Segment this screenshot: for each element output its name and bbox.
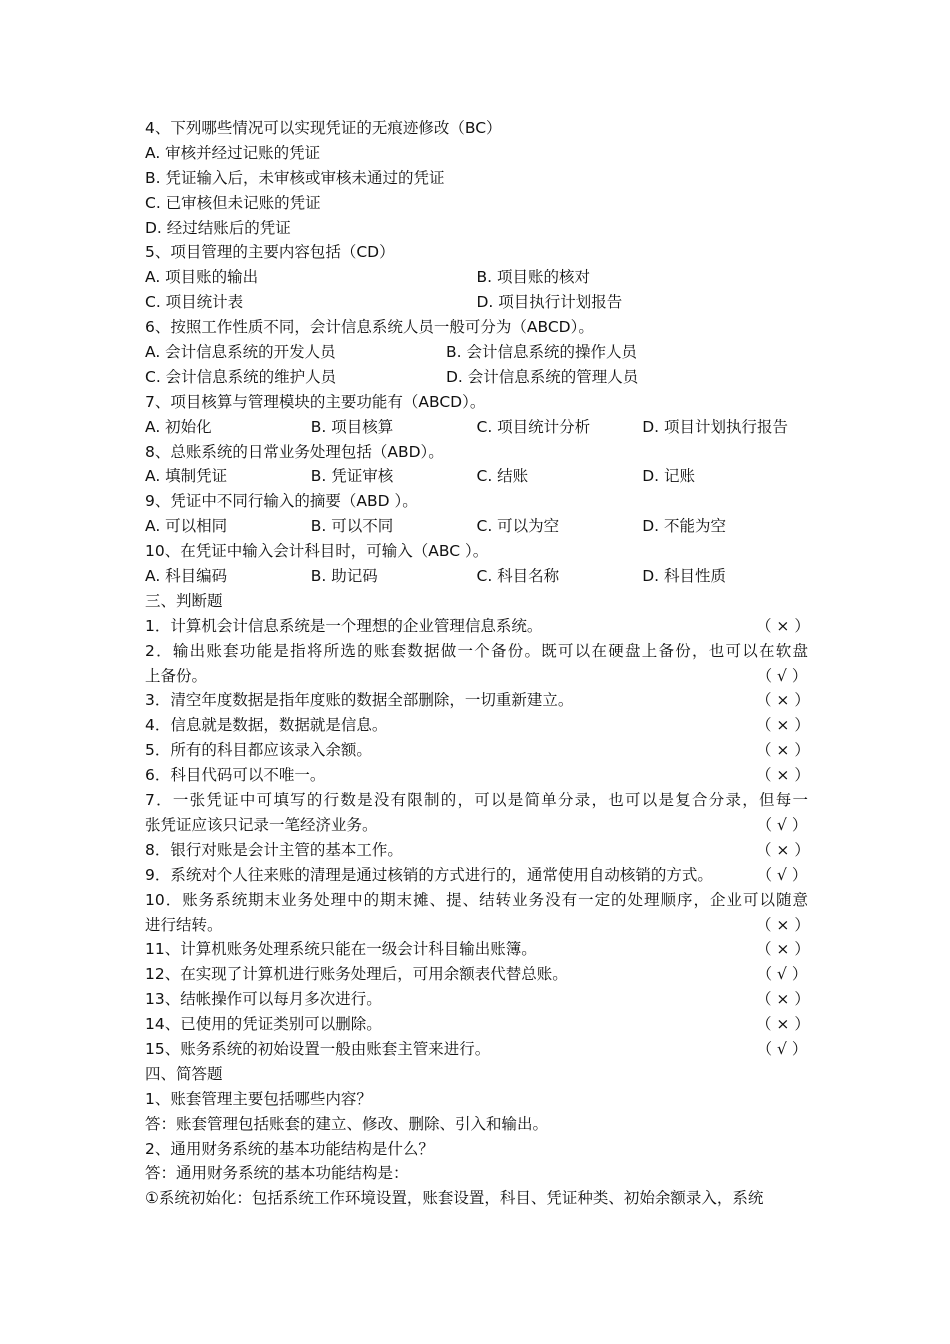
judgment-text: 7．一张凭证中可填写的行数是没有限制的，可以是简单分录，也可以是复合分录，但每一 [145, 791, 808, 810]
answer-mark: （ × ） [756, 766, 810, 785]
option-row [145, 290, 808, 315]
short-answer-line: 2、通用财务系统的基本功能结构是什么？ [145, 1139, 434, 1158]
option-row [145, 415, 808, 440]
option: C. 可以为空 [476, 517, 560, 536]
judgment-item [145, 763, 808, 788]
judgment-text: 13、结帐操作可以每月多次进行。 [145, 990, 382, 1009]
option: A. 可以相同 [145, 517, 228, 536]
option: B. 可以不同 [310, 517, 394, 536]
option: A. 审核并经过记账的凭证 [145, 143, 321, 162]
option: D. 记账 [642, 467, 696, 486]
option: A. 填制凭证 [145, 467, 228, 486]
answer-mark: （ × ） [756, 990, 810, 1009]
option-row [145, 340, 808, 365]
judgment-text: 5．所有的科目都应该录入余额。 [145, 741, 372, 760]
option: B. 项目核算 [310, 417, 394, 436]
option-row [145, 365, 808, 390]
judgment-item [145, 987, 808, 1012]
option: B. 凭证审核 [310, 467, 394, 486]
judgment-text: 张凭证应该只记录一笔经济业务。 [145, 815, 378, 834]
question-text: 9、凭证中不同行输入的摘要（ABD ）。 [145, 492, 418, 511]
answer-mark: （ √ ） [756, 666, 808, 685]
option-row [145, 514, 808, 539]
option: A. 初始化 [145, 417, 212, 436]
judgment-text: 3．清空年度数据是指年度账的数据全部删除，一切重新建立。 [145, 691, 574, 710]
judgment-item [145, 738, 808, 763]
option: D. 项目执行计划报告 [476, 293, 623, 312]
question-text: 6、按照工作性质不同，会计信息系统人员一般可分为（ABCD）。 [145, 318, 594, 337]
option: A. 项目账的输出 [145, 268, 259, 287]
judgment-text: 15、账务系统的初始设置一般由账套主管来进行。 [145, 1039, 491, 1058]
question-text: 7、项目核算与管理模块的主要功能有（ABCD）。 [145, 392, 486, 411]
judgment-item [145, 639, 808, 664]
judgment-item [145, 913, 808, 938]
option: D. 会计信息系统的管理人员 [446, 367, 639, 386]
judgment-item [145, 838, 808, 863]
option: C. 项目统计分析 [476, 417, 591, 436]
answer-mark: （ × ） [756, 840, 810, 859]
option: C. 项目统计表 [145, 293, 244, 312]
judgment-text: 12、在实现了计算机进行账务处理后，可用余额表代替总账。 [145, 965, 568, 984]
judgment-item [145, 962, 808, 987]
option: D. 不能为空 [642, 517, 727, 536]
answer-mark: （ × ） [756, 741, 810, 760]
judgment-text: 14、已使用的凭证类别可以删除。 [145, 1015, 382, 1034]
question-text: 8、总账系统的日常业务处理包括（ABD）。 [145, 442, 444, 461]
short-answer-line: 答：通用财务系统的基本功能结构是： [145, 1164, 409, 1183]
judgment-text: 8．银行对账是会计主管的基本工作。 [145, 840, 403, 859]
option-row [145, 265, 808, 290]
judgment-item [145, 713, 808, 738]
question-text: 5、项目管理的主要内容包括（CD） [145, 243, 395, 262]
judgment-text: 6．科目代码可以不唯一。 [145, 766, 326, 785]
option: B. 凭证输入后，未审核或审核未通过的凭证 [145, 168, 445, 187]
answer-mark: （ × ） [756, 716, 810, 735]
judgment-item [145, 888, 808, 913]
answer-mark: （ × ） [756, 691, 810, 710]
answer-mark: （ × ） [756, 616, 810, 635]
answer-mark: （ √ ） [756, 965, 808, 984]
option: A. 会计信息系统的开发人员 [145, 343, 336, 362]
option: C. 会计信息系统的维护人员 [145, 367, 337, 386]
judgment-text: 1．计算机会计信息系统是一个理想的企业管理信息系统。 [145, 616, 543, 635]
option: D. 科目性质 [642, 567, 727, 586]
judgment-item [145, 863, 808, 888]
option: B. 会计信息系统的操作人员 [446, 343, 637, 362]
answer-mark: （ √ ） [756, 1039, 808, 1058]
option: C. 科目名称 [476, 567, 560, 586]
option-row [145, 564, 808, 589]
judgment-text: 进行结转。 [145, 915, 223, 934]
judgment-item [145, 688, 808, 713]
option: B. 项目账的核对 [476, 268, 590, 287]
judgment-text: 9．系统对个人往来账的清理是通过核销的方式进行的，通常使用自动核销的方式。 [145, 865, 713, 884]
answer-mark: （ × ） [756, 1015, 810, 1034]
option: A. 科目编码 [145, 567, 228, 586]
judgment-text: 11、计算机账务处理系统只能在一级会计科目输出账簿。 [145, 940, 537, 959]
document-page [145, 116, 808, 1211]
judgment-text: 4．信息就是数据，数据就是信息。 [145, 716, 388, 735]
option: D. 经过结账后的凭证 [145, 218, 291, 237]
short-answer-line: 答：账套管理包括账套的建立、修改、删除、引入和输出。 [145, 1114, 549, 1133]
judgment-text: 10．账务系统期末业务处理中的期末摊、提、结转业务没有一定的处理顺序，企业可以随意 [145, 890, 808, 909]
judgment-item [145, 813, 808, 838]
judgment-item [145, 937, 808, 962]
judgment-item [145, 788, 808, 813]
judgment-text: 2．输出账套功能是指将所选的账套数据做一个备份。既可以在硬盘上备份，也可以在软盘 [145, 641, 808, 660]
judgment-item [145, 614, 808, 639]
question-text: 10、在凭证中输入会计科目时，可输入（ABC ）。 [145, 542, 489, 561]
option: D. 项目计划执行报告 [642, 417, 789, 436]
judgment-item [145, 664, 808, 689]
answer-mark: （ × ） [756, 915, 810, 934]
answer-mark: （ √ ） [756, 865, 808, 884]
short-answer-line: ①系统初始化：包括系统工作环境设置，账套设置，科目、凭证种类、初始余额录入，系统 [145, 1189, 764, 1208]
option-row [145, 464, 808, 489]
judgment-item [145, 1012, 808, 1037]
question-text: 4、下列哪些情况可以实现凭证的无痕迹修改（BC） [145, 119, 502, 137]
section-heading: 四、简答题 [145, 1064, 223, 1083]
judgment-item [145, 1037, 808, 1062]
answer-mark: （ √ ） [756, 815, 808, 834]
judgment-text: 上备份。 [145, 666, 208, 685]
short-answer-line: 1、账套管理主要包括哪些内容？ [145, 1089, 372, 1108]
option: C. 已审核但未记账的凭证 [145, 193, 321, 212]
section-heading: 三、判断题 [145, 591, 223, 610]
option: B. 助记码 [310, 567, 378, 586]
answer-mark: （ × ） [756, 940, 810, 959]
option: C. 结账 [476, 467, 529, 486]
